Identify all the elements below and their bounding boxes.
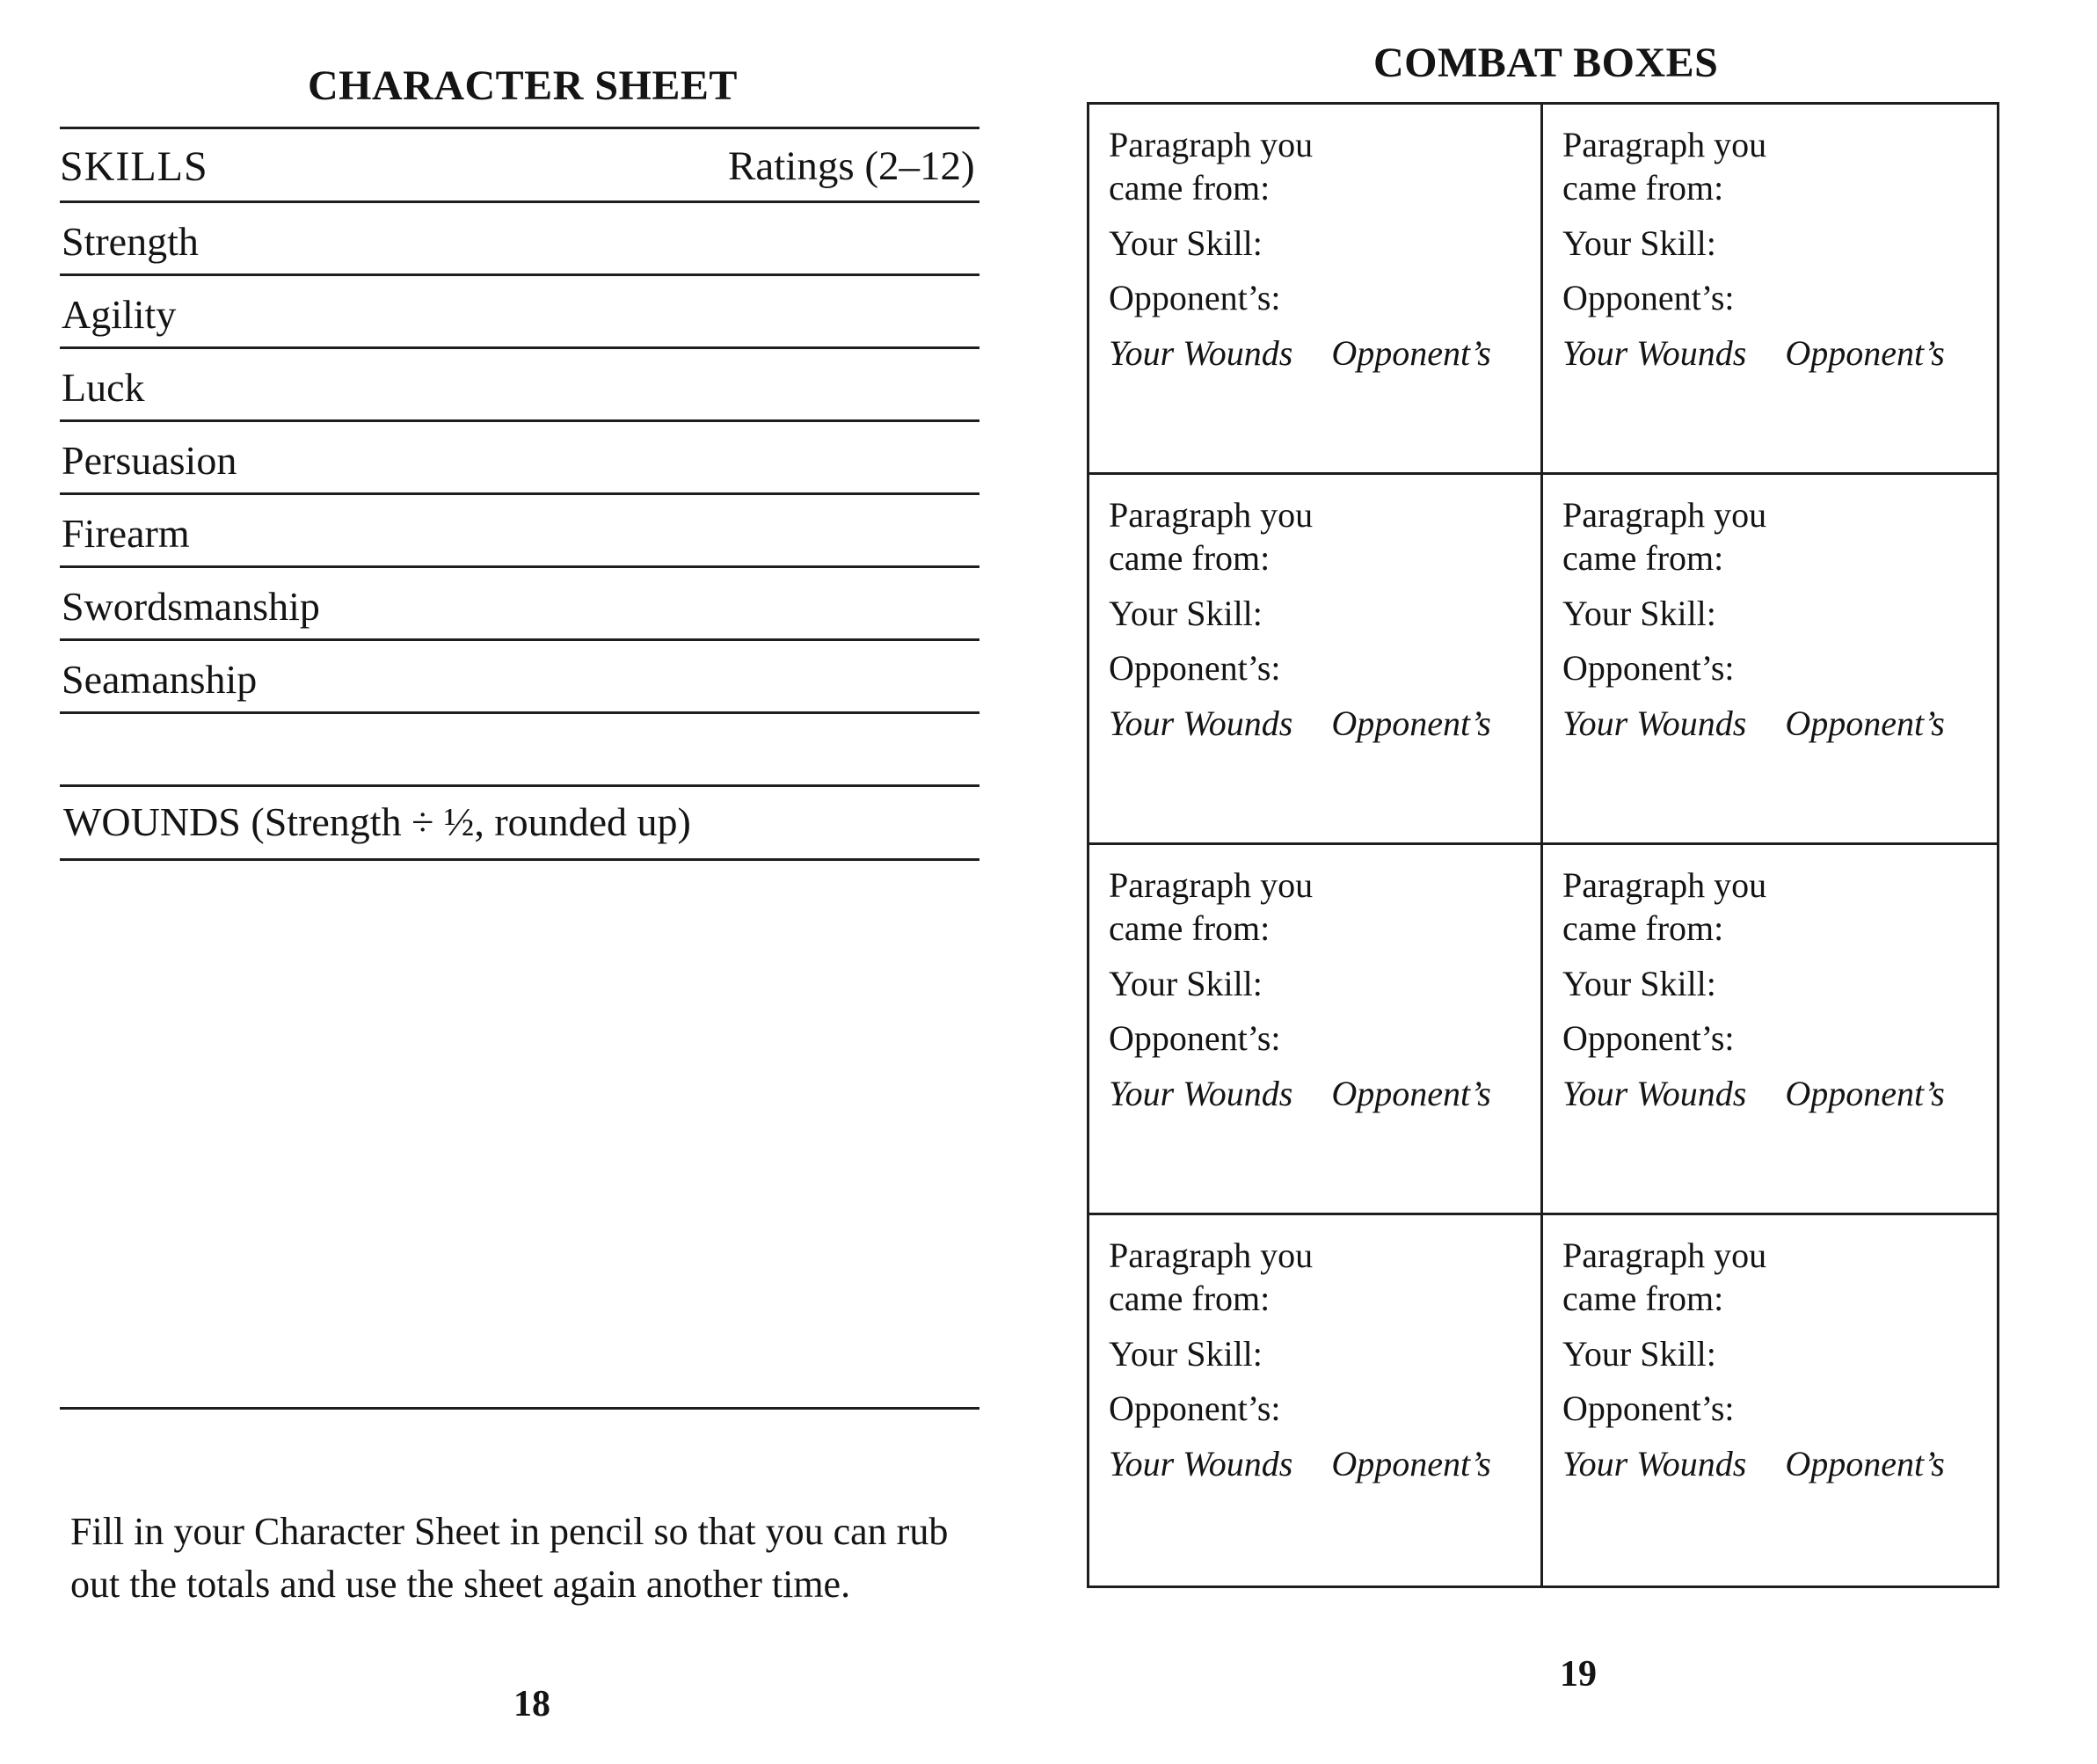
- paragraph-label-line1: Paragraph you: [1109, 495, 1314, 535]
- skills-header: SKILLS: [60, 143, 208, 190]
- paragraph-label-line2: came from:: [1562, 537, 1724, 578]
- your-skill-label: Your Skill:: [1109, 963, 1263, 1003]
- skill-firearm: Firearm: [62, 511, 190, 556]
- opponent-skill-label: Opponent’s:: [1562, 278, 1735, 318]
- rule-wounds: [60, 858, 979, 861]
- opponent-skill-label: Opponent’s:: [1109, 1389, 1281, 1429]
- paragraph-label-line2: came from:: [1562, 1278, 1724, 1318]
- pencil-note: Fill in your Character Sheet in pencil so that you can rub out the totals and use the sheet again another time.: [70, 1510, 949, 1606]
- wounds-row: [1562, 703, 1981, 746]
- rule-skills: [60, 200, 979, 203]
- opponent-skill-label: Opponent’s:: [1109, 1018, 1281, 1059]
- paragraph-label-line1: Paragraph you: [1562, 865, 1767, 905]
- rule-top: [60, 127, 979, 129]
- your-wounds-label: Your Wounds: [1562, 1074, 1747, 1114]
- opponent-wounds-label: Opponent’s: [1331, 1444, 1491, 1484]
- wounds-row: [1562, 1073, 1981, 1116]
- rule-seamanship: [60, 711, 979, 714]
- your-skill-label: Your Skill:: [1109, 222, 1263, 263]
- skill-seamanship: Seamanship: [62, 657, 258, 702]
- your-wounds-label: Your Wounds: [1562, 333, 1747, 374]
- character-sheet-title: CHARACTER SHEET: [308, 62, 738, 109]
- paragraph-label-line2: came from:: [1109, 537, 1271, 578]
- opponent-wounds-label: Opponent’s: [1785, 1444, 1945, 1484]
- page-number-right: 19: [1560, 1654, 1597, 1695]
- paragraph-label-line2: came from:: [1109, 1278, 1271, 1318]
- paragraph-label-line2: came from:: [1562, 167, 1724, 208]
- your-skill-label: Your Skill:: [1562, 222, 1716, 263]
- skill-agility: Agility: [62, 292, 177, 337]
- rule-blank-row: [60, 784, 979, 787]
- combat-box: [1543, 1215, 1997, 1585]
- paragraph-label-line1: Paragraph you: [1109, 1236, 1314, 1275]
- wounds-row: [1562, 332, 1981, 375]
- your-wounds-label: Your Wounds: [1109, 1074, 1293, 1114]
- paragraph-label-line1: Paragraph you: [1109, 865, 1314, 905]
- opponent-wounds-label: Opponent’s: [1785, 1074, 1945, 1114]
- your-skill-label: Your Skill:: [1109, 1333, 1263, 1374]
- combat-box: [1543, 475, 1997, 845]
- combat-box: [1543, 105, 1997, 475]
- opponent-skill-label: Opponent’s:: [1109, 278, 1281, 318]
- your-skill-label: Your Skill:: [1562, 593, 1716, 633]
- your-wounds-label: Your Wounds: [1109, 1444, 1293, 1484]
- your-wounds-label: Your Wounds: [1562, 703, 1747, 744]
- rule-persuasion: [60, 492, 979, 495]
- opponent-skill-label: Opponent’s:: [1109, 648, 1281, 689]
- your-wounds-label: Your Wounds: [1109, 333, 1293, 374]
- combat-box: [1089, 105, 1543, 475]
- wounds-row: [1109, 703, 1525, 746]
- skill-luck: Luck: [62, 365, 145, 410]
- wounds-row: [1109, 332, 1525, 375]
- combat-box: [1089, 1215, 1543, 1585]
- rule-strength: [60, 273, 979, 276]
- opponent-wounds-label: Opponent’s: [1331, 1074, 1491, 1114]
- your-skill-label: Your Skill:: [1109, 593, 1263, 633]
- opponent-skill-label: Opponent’s:: [1562, 648, 1735, 689]
- opponent-skill-label: Opponent’s:: [1562, 1018, 1735, 1059]
- skill-swordsmanship: Swordsmanship: [62, 584, 320, 629]
- wounds-row: [1109, 1073, 1525, 1116]
- your-skill-label: Your Skill:: [1562, 1333, 1716, 1374]
- wounds-row: [1562, 1443, 1981, 1486]
- skill-persuasion: Persuasion: [62, 438, 237, 483]
- ratings-header: Ratings (2–12): [728, 143, 975, 189]
- opponent-wounds-label: Opponent’s: [1785, 333, 1945, 374]
- paragraph-label-line1: Paragraph you: [1562, 125, 1767, 164]
- page-number-left: 18: [513, 1684, 550, 1724]
- combat-boxes-grid: [1087, 102, 1999, 1588]
- opponent-wounds-label: Opponent’s: [1331, 703, 1491, 744]
- rule-firearm: [60, 565, 979, 568]
- wounds-label: WOUNDS (Strength ÷ ½, rounded up): [63, 799, 691, 844]
- combat-box: [1543, 845, 1997, 1215]
- paragraph-label-line2: came from:: [1109, 908, 1271, 948]
- paragraph-label-line1: Paragraph you: [1109, 125, 1314, 164]
- paragraph-label-line1: Paragraph you: [1562, 1236, 1767, 1275]
- combat-box: [1089, 475, 1543, 845]
- your-wounds-label: Your Wounds: [1562, 1444, 1747, 1484]
- paragraph-label-line2: came from:: [1109, 167, 1271, 208]
- rule-swordsmanship: [60, 638, 979, 641]
- rule-bottom: [60, 1407, 979, 1410]
- rule-agility: [60, 346, 979, 349]
- skill-strength: Strength: [62, 219, 199, 264]
- opponent-skill-label: Opponent’s:: [1562, 1389, 1735, 1429]
- right-page: [1055, 0, 2097, 1764]
- your-skill-label: Your Skill:: [1562, 963, 1716, 1003]
- your-wounds-label: Your Wounds: [1109, 703, 1293, 744]
- opponent-wounds-label: Opponent’s: [1331, 333, 1491, 374]
- paragraph-label-line1: Paragraph you: [1562, 495, 1767, 535]
- combat-box: [1089, 845, 1543, 1215]
- combat-boxes-title: COMBAT BOXES: [1373, 40, 1719, 86]
- paragraph-label-line2: came from:: [1562, 908, 1724, 948]
- wounds-row: [1109, 1443, 1525, 1486]
- opponent-wounds-label: Opponent’s: [1785, 703, 1945, 744]
- rule-luck: [60, 419, 979, 422]
